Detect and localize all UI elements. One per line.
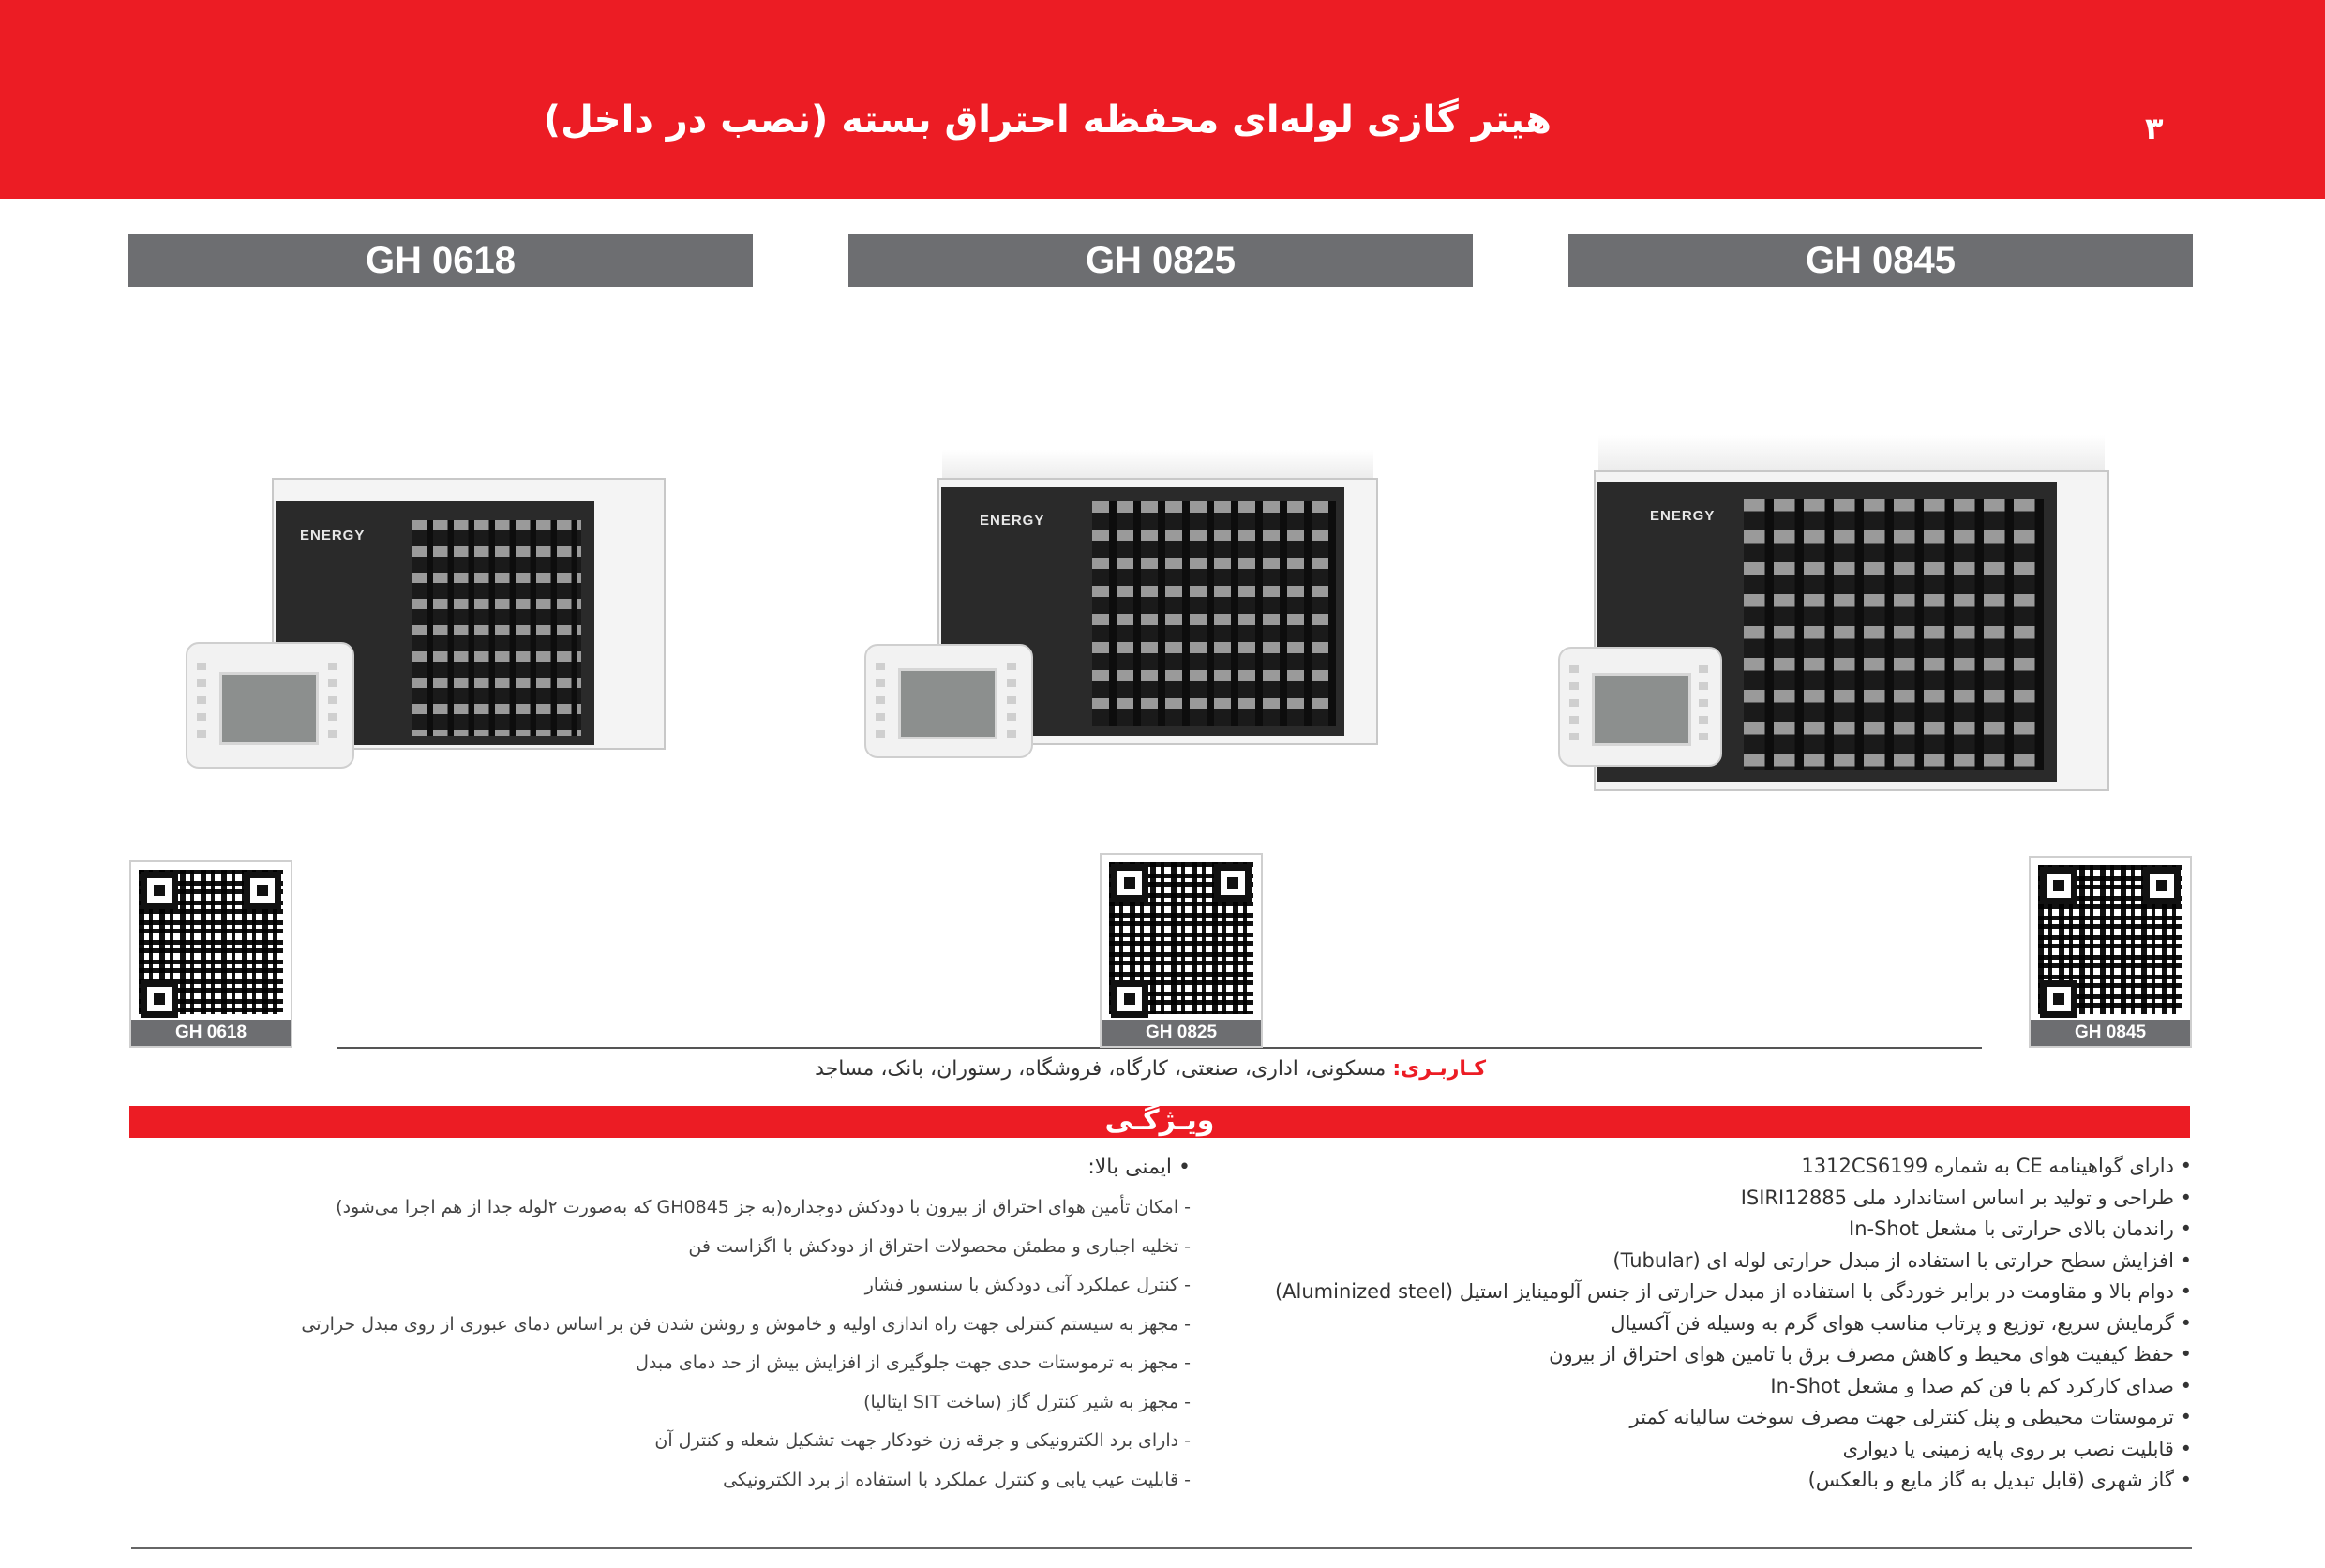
features-list-right (1275, 1151, 2192, 1497)
feature-item: • افزایش سطح حرارتی با استفاده از مبدل حرارتی لوله ای (Tubular) (1612, 1248, 2192, 1272)
qr-finder (1111, 864, 1148, 902)
features-title: ویـژگـی (1104, 1104, 1215, 1137)
heater-grille (1092, 501, 1336, 726)
thermostat-panel (1558, 647, 1722, 767)
brand-logo: ENERGY (980, 513, 1045, 529)
feature-item: • دارای گواهینامه CE به شماره 1312CS6199 (1801, 1155, 2192, 1177)
thermostat-buttons (876, 663, 885, 742)
heater-grille (412, 520, 581, 736)
thermostat-buttons (1569, 665, 1579, 750)
qr-label: GH 0618 (131, 1020, 291, 1046)
feature-item: • گاز شهری (قابل تبدیل به گاز مایع و بالعکس) (1808, 1469, 2192, 1491)
feature-item: • طراحی و تولید بر اساس استاندارد ملی ISIRI12885 (1740, 1186, 2192, 1209)
usage-line (815, 1057, 1486, 1081)
safety-item: - کنترل عملکرد آنی دودکش با سنسور فشار (864, 1275, 1191, 1295)
heater-grille (1744, 499, 2044, 770)
qr-code-gh0845[interactable] (2029, 856, 2192, 1048)
bottom-rule (131, 1547, 2192, 1549)
safety-heading: • ایمنی بالا: (1088, 1156, 1191, 1179)
feature-item: • صدای کارکرد کم با فن کم صدا و مشعل In-Shot (1770, 1374, 2192, 1397)
safety-item: - مجهز به شیر کنترل گاز (ساخت SIT ایتالیا) (863, 1391, 1191, 1412)
feature-item: • قابلیت نصب بر روی پایه زمینی یا دیواری (1842, 1437, 2192, 1460)
safety-item: - مجهز به ترموستات حدی جهت جلوگیری از افزایش بیش از حد دمای مبدل (636, 1352, 1191, 1373)
qr-finder (141, 980, 178, 1018)
thermostat-screen (219, 672, 319, 745)
features-bar (129, 1106, 2190, 1138)
page-number: ۳ (2145, 111, 2164, 146)
qr-finder (2040, 980, 2078, 1018)
features-list-safety (301, 1151, 1191, 1500)
brand-logo: ENERGY (300, 528, 366, 544)
safety-item: - امکان تأمین هوای احتراق از بیرون با دودکش دوجداره(به جز GH0845 که به‌صورت ۲لوله جدا از هم اجرا می‌شود) (336, 1197, 1191, 1217)
qr-label: GH 0825 (1102, 1020, 1261, 1046)
thermostat-buttons (1007, 663, 1016, 742)
qr-finder (1214, 864, 1252, 902)
feature-item: • راندمان بالای حرارتی با مشعل In-Shot (1849, 1217, 2192, 1240)
qr-finder (1111, 980, 1148, 1018)
qr-finder (244, 872, 281, 909)
thermostat-buttons (197, 663, 206, 747)
qr-label: GH 0845 (2031, 1020, 2190, 1046)
page-title: هیتر گازی لوله‌ای محفظه احتراق بسته (نصب در داخل) (543, 98, 1552, 142)
thermostat-panel (186, 642, 354, 769)
safety-item: - دارای برد الکترونیکی و جرقه زن خودکار جهت تشکیل شعله و کنترل آن (654, 1430, 1191, 1451)
feature-item: • گرمایش سریع، توزیع و پرتاب مناسب هوای گرم به وسیله فن آکسیال (1611, 1311, 2192, 1335)
product-image-gh0845 (1556, 433, 2119, 799)
model-title-gh0618: GH 0618 (128, 234, 753, 287)
qr-finder (2143, 867, 2181, 904)
qr-finder (141, 872, 178, 909)
usage-text: مسکونی، اداری، صنعتی، کارگاه، فروشگاه، رستوران، بانک، مساجد (815, 1057, 1393, 1081)
safety-item: - مجهز به سیستم کنترلی جهت راه اندازی اولیه و خاموش و روشن شدن فن بر اساس دمای عبوری از روی مبدل حرارتی (301, 1313, 1191, 1335)
thermostat-screen (1592, 673, 1691, 746)
qr-code-gh0825[interactable] (1100, 853, 1263, 1048)
model-title-gh0825: GH 0825 (848, 234, 1473, 287)
thermostat-buttons (328, 663, 338, 747)
qr-code-gh0618[interactable] (129, 860, 292, 1048)
safety-item: - قابلیت عیب یابی و کنترل عملکرد با استفاده از برد الکترونیکی (723, 1469, 1191, 1490)
qr-finder (2040, 867, 2078, 904)
feature-item: • ترموستات محیطی و پنل کنترلی جهت مصرف سوخت سالیانه کمتر (1629, 1406, 2192, 1428)
feature-item: • دوام بالا و مقاومت در برابر خوردگی با استفاده از مبدل حرارتی از جنس آلومینایز استیل (Aluminized steel) (1274, 1280, 2192, 1303)
usage-label: کـاربـری: (1392, 1057, 1486, 1081)
thermostat-screen (898, 668, 998, 739)
model-title-gh0845: GH 0845 (1568, 234, 2193, 287)
thermostat-buttons (1699, 665, 1708, 750)
brand-logo: ENERGY (1650, 508, 1716, 524)
thermostat-panel (864, 644, 1033, 758)
safety-item: - تخلیه اجباری و مطمئن محصولات احتراق از دودکش با اگزاست فن (688, 1235, 1191, 1257)
product-image-gh0825 (862, 445, 1397, 764)
product-image-gh0618 (178, 473, 684, 773)
feature-item: • حفظ کیفیت هوای محیط و کاهش مصرف برق با تامین هوای احتراق از بیرون (1549, 1343, 2192, 1366)
